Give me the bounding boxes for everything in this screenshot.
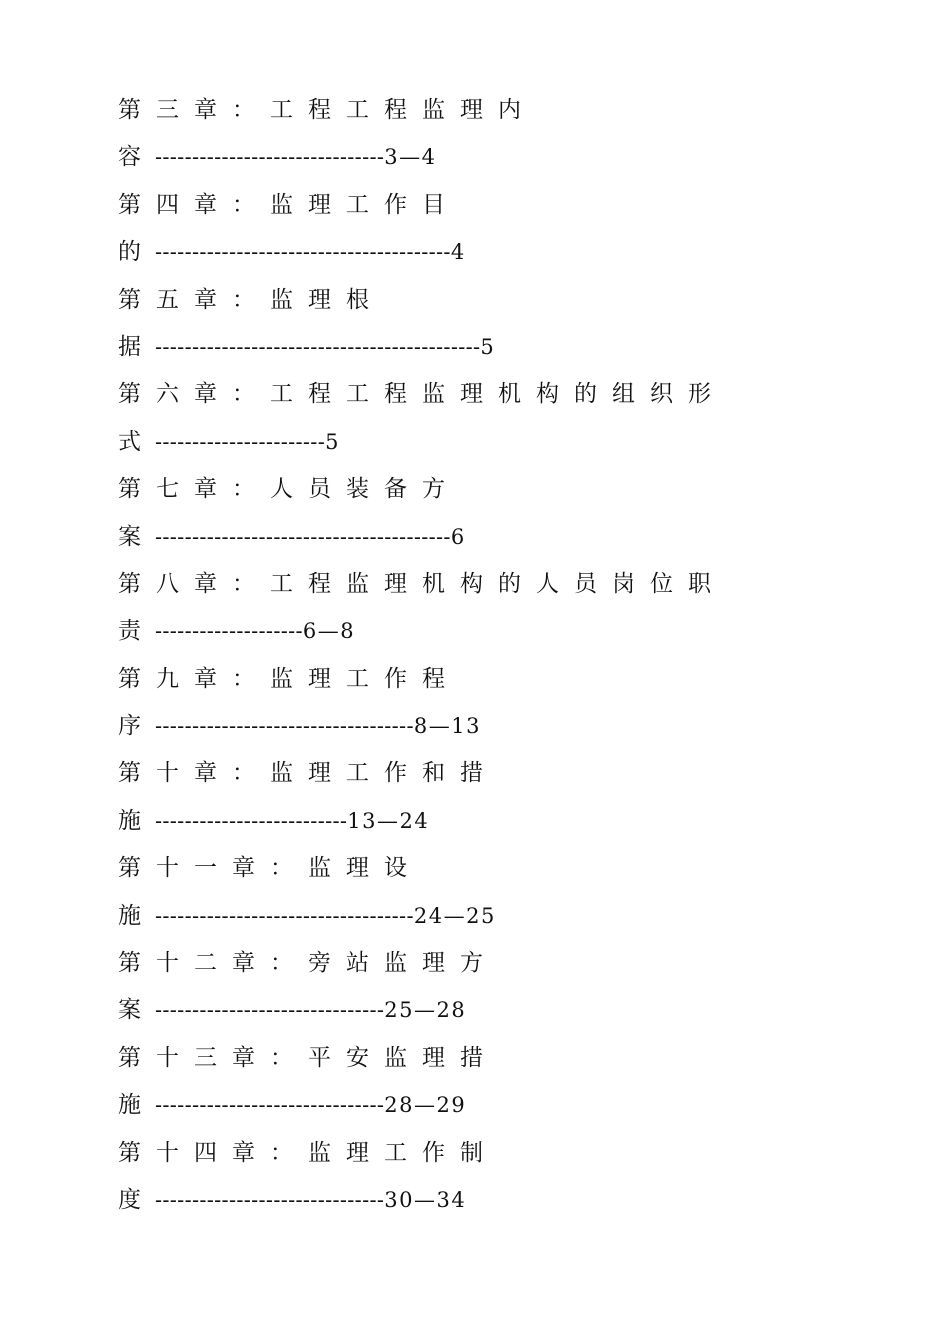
dot-leader: ------------------------------- [155, 1187, 385, 1212]
chapter-leader-line [118, 1180, 738, 1227]
toc-entry [118, 374, 738, 469]
chapter-title-tail: 案 [118, 997, 141, 1024]
toc-entry [118, 469, 738, 564]
chapter-title-tail: 施 [118, 1092, 141, 1119]
dot-leader: ---------------------------------------- [155, 240, 451, 265]
chapter-title: 第十一章：监理设 [118, 855, 422, 882]
toc-entry [118, 185, 738, 280]
chapter-title: 第十二章：旁站监理方 [118, 950, 498, 977]
page-number: 5 [480, 334, 496, 359]
chapter-title-tail: 施 [118, 902, 141, 929]
chapter-leader-line [118, 706, 738, 753]
chapter-title: 第七章：人员装备方 [118, 476, 460, 503]
page-number: 3—4 [384, 145, 437, 170]
page-number: 5 [325, 429, 340, 454]
chapter-leader-line [118, 422, 738, 469]
chapter-title-tail: 责 [118, 618, 141, 645]
page-number: 28—29 [384, 1093, 467, 1118]
dot-leader: ------------------------------- [155, 1093, 385, 1118]
chapter-leader-line [118, 232, 738, 279]
page-number: 25—28 [384, 998, 467, 1023]
chapter-title: 第六章：工程工程监理机构的组织形 [118, 381, 726, 408]
chapter-leader-line [118, 801, 738, 848]
toc-entry [118, 659, 738, 754]
chapter-leader-line [118, 517, 738, 564]
chapter-leader-line [118, 990, 738, 1037]
chapter-title-tail: 施 [118, 807, 141, 834]
page-number: 30—34 [384, 1187, 467, 1212]
toc-entry [118, 1038, 738, 1133]
chapter-leader-line [118, 137, 738, 184]
toc-entry [118, 280, 738, 375]
page-number: 24—25 [413, 903, 496, 928]
chapter-leader-line [118, 896, 738, 943]
dot-leader: ----------------------------------- [155, 903, 414, 928]
chapter-title-tail: 案 [118, 523, 141, 550]
chapter-title: 第五章：监理根 [118, 286, 384, 313]
toc-entry [118, 1133, 738, 1228]
chapter-leader-line [118, 327, 738, 374]
chapter-leader-line [118, 611, 738, 658]
dot-leader: ------------------------------- [155, 998, 385, 1023]
dot-leader: -------------------------------------------- [155, 334, 481, 359]
dot-leader: ------------------------------- [155, 145, 385, 170]
dot-leader: -------------------------- [155, 808, 348, 833]
toc-entry [118, 943, 738, 1038]
chapter-title: 第十章：监理工作和措 [118, 760, 498, 787]
chapter-title: 第三章：工程工程监理内 [118, 97, 536, 123]
chapter-title-tail: 容 [118, 144, 141, 171]
chapter-title-tail: 据 [118, 333, 141, 360]
page-number: 6—8 [302, 619, 356, 644]
toc-entry [118, 753, 738, 848]
page-number: 13—24 [347, 808, 430, 833]
chapter-leader-line [118, 1085, 738, 1132]
toc-entry [118, 564, 738, 659]
chapter-title: 第九章：监理工作程 [118, 665, 460, 692]
page-number: 6 [450, 524, 466, 549]
chapter-title-tail: 式 [118, 428, 141, 455]
dot-leader: ----------------------- [155, 429, 326, 454]
chapter-title-tail: 度 [118, 1186, 141, 1213]
dot-leader: ----------------------------------- [155, 714, 414, 739]
chapter-title: 第八章：工程监理机构的人员岗位职 [118, 570, 726, 597]
chapter-title: 第十三章：平安监理措 [118, 1044, 498, 1071]
chapter-title: 第十四章：监理工作制 [118, 1139, 498, 1166]
page-number: 8—13 [413, 714, 481, 739]
chapter-title: 第四章：监理工作目 [118, 191, 460, 218]
chapter-title-tail: 序 [118, 713, 141, 740]
table-of-contents [118, 90, 738, 1227]
toc-entry [118, 90, 738, 185]
toc-entry [118, 848, 738, 943]
dot-leader: -------------------- [155, 619, 303, 644]
chapter-title-tail: 的 [118, 239, 141, 266]
page-number: 4 [450, 240, 466, 265]
dot-leader: ---------------------------------------- [155, 524, 451, 549]
